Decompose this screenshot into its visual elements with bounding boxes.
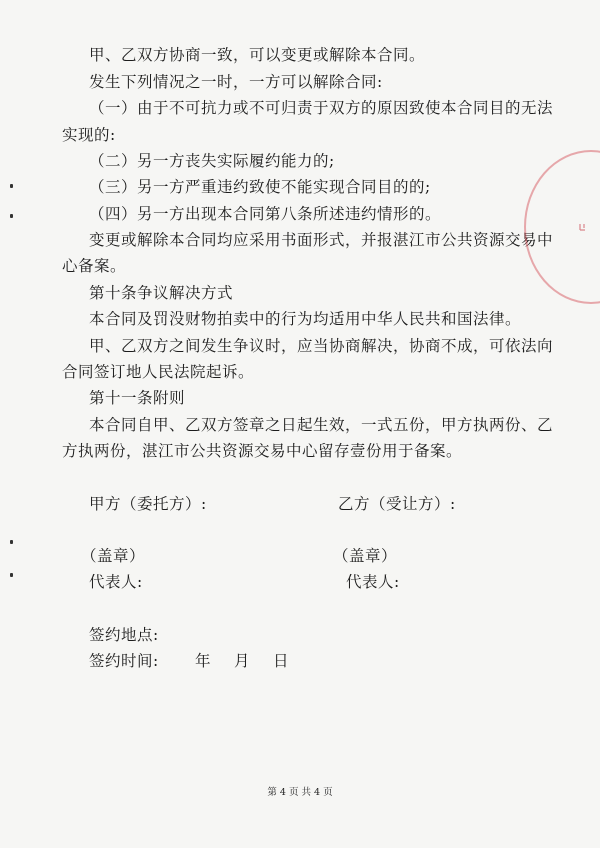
party-a-representative: 代表人: bbox=[89, 573, 143, 591]
scan-speck bbox=[10, 184, 13, 188]
signing-year: 年 bbox=[195, 652, 212, 670]
text-line: 甲、乙双方协商一致，可以变更或解除本合同。 bbox=[89, 46, 426, 64]
scan-speck bbox=[10, 540, 13, 544]
scan-speck bbox=[10, 214, 13, 218]
text-line: 实现的: bbox=[62, 126, 116, 144]
party-b-label: 乙方（受让方）: bbox=[338, 495, 456, 513]
signing-place-label: 签约地点: bbox=[89, 626, 159, 644]
seal-fragment-icon bbox=[578, 222, 588, 232]
signing-day: 日 bbox=[273, 652, 290, 670]
scan-speck bbox=[10, 573, 13, 577]
text-line: 心备案。 bbox=[62, 257, 127, 275]
text-line: 方执两份，湛江市公共资源交易中心留存壹份用于备案。 bbox=[62, 442, 463, 460]
text-line: 本合同自甲、乙双方签章之日起生效，一式五份，甲方执两份、乙 bbox=[89, 416, 554, 434]
section-heading: 第十条争议解决方式 bbox=[89, 284, 234, 302]
text-line: （二）另一方丧失实际履约能力的; bbox=[89, 152, 335, 170]
text-line: （三）另一方严重违约致使不能实现合同目的的; bbox=[89, 178, 431, 196]
text-line: 本合同及罚没财物拍卖中的行为均适用中华人民共和国法律。 bbox=[89, 310, 522, 328]
seal-stamp-edge bbox=[524, 150, 600, 304]
party-a-label: 甲方（委托方）: bbox=[89, 495, 207, 513]
page-number: 第 4 页 共 4 页 bbox=[267, 787, 333, 798]
section-heading: 第十一条附则 bbox=[89, 389, 186, 407]
text-line: （一）由于不可抗力或不可归责于双方的原因致使本合同目的无法 bbox=[89, 99, 554, 117]
text-line: 甲、乙双方之间发生争议时，应当协商解决，协商不成，可依法向 bbox=[89, 337, 554, 355]
party-b-seal: （盖章） bbox=[333, 547, 398, 565]
text-line: 变更或解除本合同均应采用书面形式，并报湛江市公共资源交易中 bbox=[89, 231, 554, 249]
party-a-seal: （盖章） bbox=[81, 547, 146, 565]
text-line: 合同签订地人民法院起诉。 bbox=[62, 363, 255, 381]
signing-month: 月 bbox=[234, 652, 251, 670]
party-b-representative: 代表人: bbox=[346, 573, 400, 591]
text-line: （四）另一方出现本合同第八条所述违约情形的。 bbox=[89, 205, 442, 223]
text-line: 发生下列情况之一时，一方可以解除合同: bbox=[89, 73, 383, 91]
signing-time-label: 签约时间: bbox=[89, 652, 159, 670]
